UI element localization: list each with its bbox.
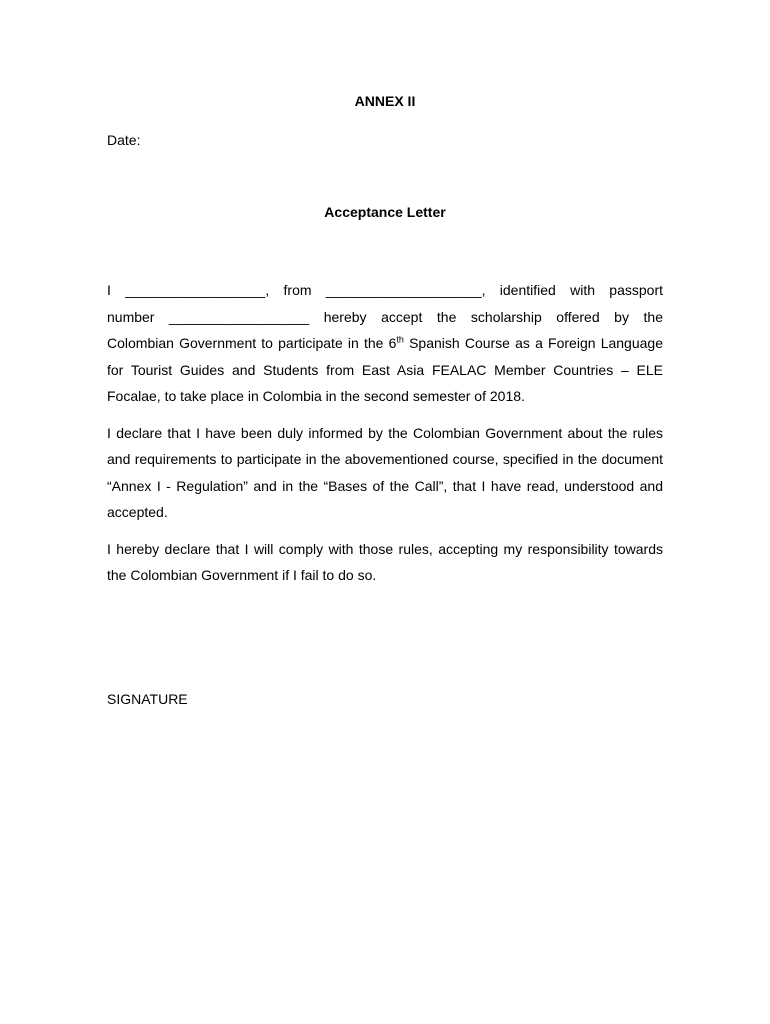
letter-title: Acceptance Letter [324,204,446,220]
course-text-rest: Spanish Course as a Foreign Language for Tourist Guides and Students from East Asia FEALAC Member Countries – ELE Focalae, to take place in Colombia in the second semester of 2018. [107,335,663,404]
date-label: Date: [107,132,141,148]
paragraph-course-text [107,330,663,410]
paragraph-line-name-origin: I __________________, from ____________________, identified with passport [107,282,663,298]
declaration-paragraph: I declare that I have been duly informed by the Colombian Government about the rules and requirements to participate in the abovementioned course, specified in the document “Annex I - Regulation” and in the “Bases of the Call”, that I have read, understood and accepted. [107,424,663,520]
acceptance-paragraph [107,277,663,410]
paragraph-line-passport: number __________________ hereby accept the scholarship offered by the [107,308,663,325]
annex-heading: ANNEX II [354,93,416,109]
ordinal-suffix: th [396,334,404,345]
letter-body [107,277,663,603]
compliance-paragraph: I hereby declare that I will comply with those rules, accepting my responsibility towards the Colombian Government if I fail to do so. [107,540,663,583]
course-text-start: Colombian Government to participate in the 6 [107,335,397,351]
signature-label: SIGNATURE [107,691,188,707]
